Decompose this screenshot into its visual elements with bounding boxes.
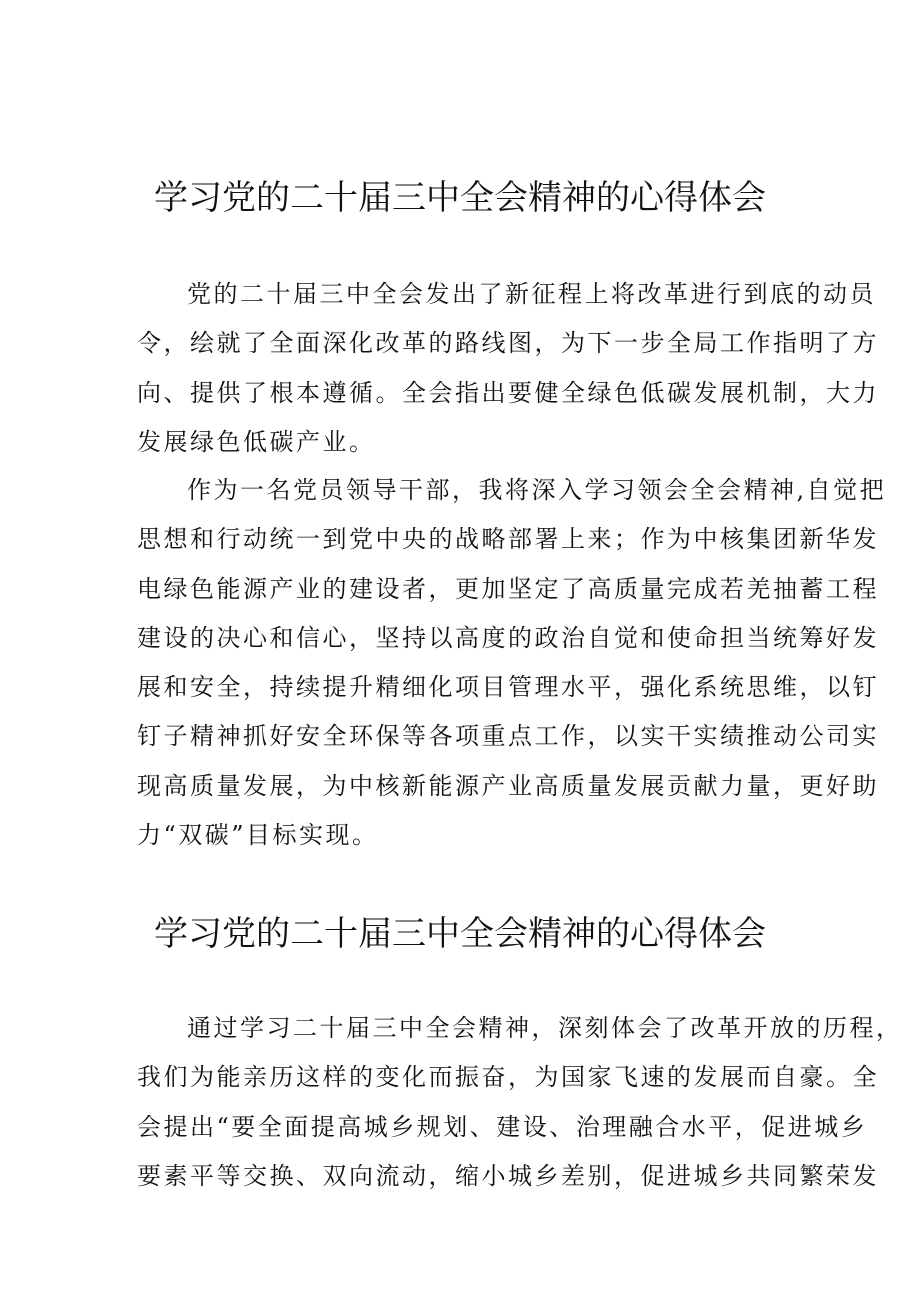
section-2-title: 学习党的二十届三中全会精神的心得体会 (154, 914, 766, 954)
text-line: 会提出“要全面提高城乡规划、建设、治理融合水平，促进城乡 (137, 1112, 868, 1141)
text-line: 我们为能亲历这样的变化而振奋，为国家飞速的发展而自豪。全 (137, 1063, 879, 1092)
section-2-paragraph-1 (137, 1004, 903, 1201)
text-line: 要素平等交换、双向流动，缩小城乡差别，促进城乡共同繁荣发 (137, 1161, 879, 1190)
text-line: 通过学习二十届三中全会精神，深刻体会了改革开放的历程， (187, 1014, 903, 1042)
text-line: 党的二十届三中全会发出了新征程上将改革进行到底的动员 (187, 280, 876, 308)
text-line: 钉子精神抓好安全环保等各项重点工作，以实干实绩推动公司实 (137, 722, 879, 751)
section-1-title: 学习党的二十届三中全会精神的心得体会 (154, 178, 766, 218)
text-line: 力“双碳”目标实现。 (137, 821, 379, 850)
section-1-paragraph-1 (137, 270, 879, 467)
section-1-paragraph-2 (137, 466, 887, 860)
text-line: 展和安全，持续提升精细化项目管理水平，强化系统思维，以钉 (137, 673, 879, 702)
text-line: 思想和行动统一到党中央的战略部署上来；作为中核集团新华发 (137, 525, 879, 554)
text-line: 作为一名党员领导干部，我将深入学习领会全会精神,自觉把 (187, 476, 887, 504)
text-line: 发展绿色低碳产业。 (137, 427, 376, 456)
text-line: 建设的决心和信心，坚持以高度的政治自觉和使命担当统筹好发 (137, 623, 879, 652)
text-line: 向、提供了根本遵循。全会指出要健全绿色低碳发展机制，大力 (137, 378, 879, 407)
text-line: 电绿色能源产业的建设者，更加坚定了高质量完成若羌抽蓄工程 (137, 574, 879, 603)
text-line: 现高质量发展，为中核新能源产业高质量发展贡献力量，更好助 (137, 771, 879, 800)
text-line: 令，绘就了全面深化改革的路线图，为下一步全局工作指明了方 (137, 329, 879, 358)
